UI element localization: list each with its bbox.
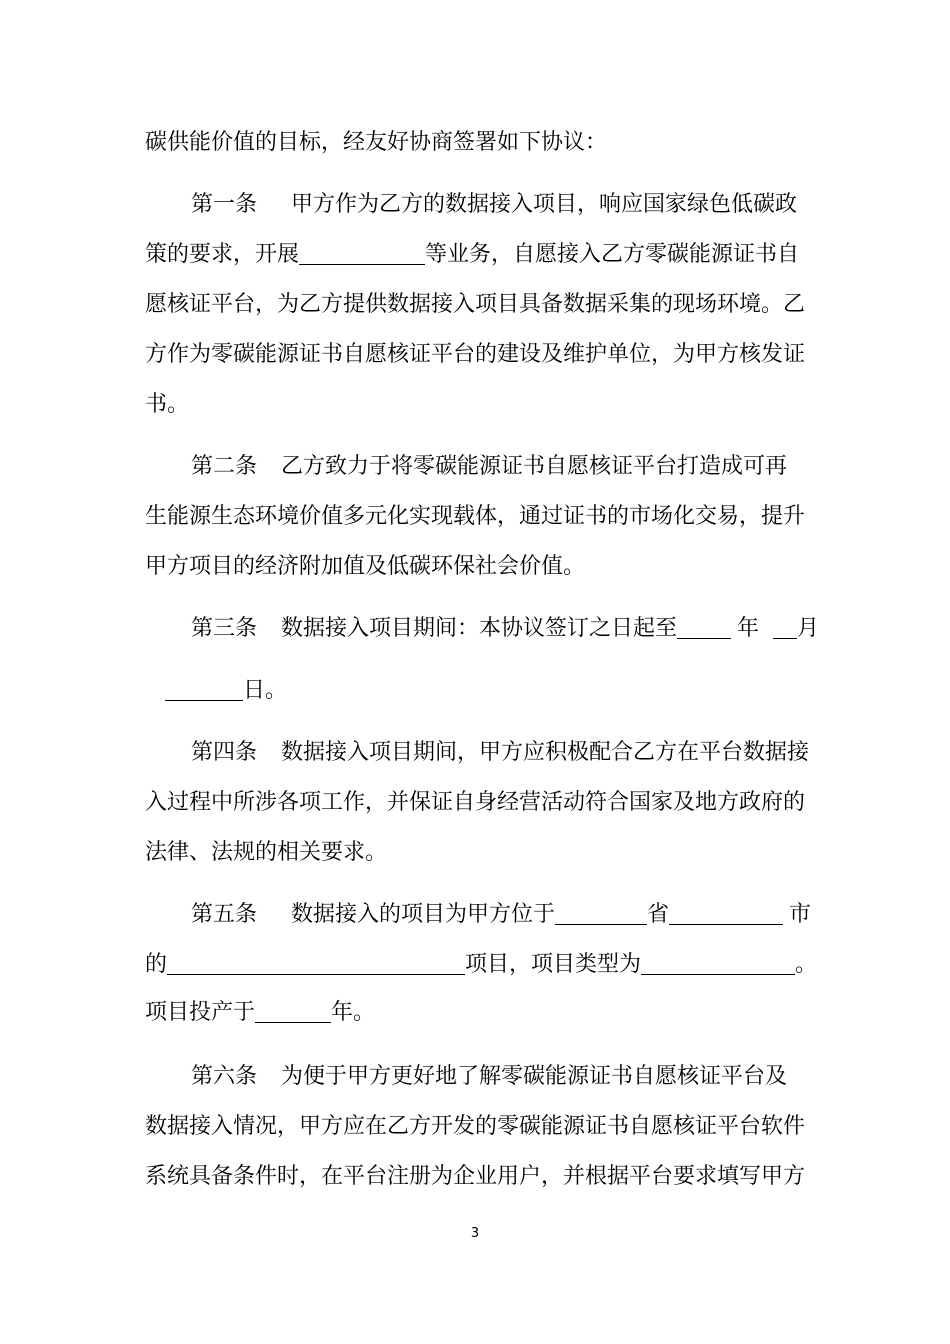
article-2-line-2: 生能源生态环境价值多元化实现载体，通过证书的市场化交易，提升	[145, 504, 806, 529]
operation-year-blank	[255, 1000, 331, 1023]
article-3-text: 数据接入项目期间：本协议签订之日起至	[281, 616, 678, 641]
article-1-line-4: 方作为零碳能源证书自愿核证平台的建设及维护单位，为甲方核发证	[145, 342, 806, 367]
article-5-line-1	[191, 900, 811, 930]
article-4-line-3: 法律、法规的相关要求。	[145, 840, 388, 865]
article-6-line-1	[191, 1062, 787, 1092]
article-4-line-2: 入过程中所涉各项工作，并保证自身经营活动符合国家及地方政府的	[145, 790, 806, 815]
article-1-line-5: 书。	[145, 392, 190, 417]
article-1-line-2	[145, 240, 799, 270]
article-2-line-1	[191, 452, 787, 482]
article-1-text: 甲方作为乙方的数据接入项目，响应国家绿色低碳政	[291, 192, 798, 217]
article-4-text: 数据接入项目期间，甲方应积极配合乙方在平台数据接	[281, 740, 810, 765]
article-5-text: 数据接入的项目为甲方位于	[291, 902, 556, 927]
article-1-line-1	[191, 190, 797, 220]
project-name-blank	[167, 952, 465, 975]
city-label: 市	[789, 902, 812, 927]
article-5-text: 。	[795, 952, 818, 977]
article-2-line-3: 甲方项目的经济附加值及低碳环保社会价值。	[145, 554, 586, 579]
end-month-blank	[773, 616, 797, 639]
article-6-line-2: 数据接入情况，甲方应在乙方开发的零碳能源证书自愿核证平台软件	[145, 1114, 806, 1139]
city-blank	[669, 902, 783, 925]
page-number: 3	[470, 1226, 480, 1241]
article-5-text: 项目，项目类型为	[465, 952, 642, 977]
month-label: 月	[797, 616, 820, 641]
intro-line: 碳供能价值的目标，经友好协商签署如下协议：	[145, 130, 608, 155]
end-day-blank	[165, 678, 243, 701]
year-label: 年	[737, 616, 760, 641]
province-label: 省	[647, 902, 670, 927]
article-1-title: 第一条	[191, 192, 258, 217]
end-year-blank	[677, 616, 731, 639]
article-3-line-2	[165, 676, 287, 706]
article-5-title: 第五条	[191, 902, 258, 927]
article-6-text: 为便于甲方更好地了解零碳能源证书自愿核证平台及	[281, 1064, 788, 1089]
article-4-line-1	[191, 738, 809, 768]
article-3-line-1	[191, 614, 819, 644]
article-1-line-3: 愿核证平台，为乙方提供数据接入项目具备数据采集的现场环境。乙	[145, 292, 806, 317]
business-blank	[299, 242, 425, 265]
article-5-text: 的	[145, 952, 168, 977]
day-label: 日。	[243, 678, 288, 703]
article-4-title: 第四条	[191, 740, 258, 765]
article-6-line-3: 系统具备条件时，在平台注册为企业用户，并根据平台要求填写甲方	[145, 1164, 806, 1189]
article-5-text: 项目投产于	[145, 1000, 256, 1025]
year-label: 年。	[331, 1000, 376, 1025]
province-blank	[555, 902, 647, 925]
article-6-title: 第六条	[191, 1064, 258, 1089]
article-5-line-2	[145, 950, 817, 980]
article-1-text: 等业务，自愿接入乙方零碳能源证书自	[425, 242, 800, 267]
article-5-line-3	[145, 998, 375, 1028]
article-2-title: 第二条	[191, 454, 258, 479]
article-3-title: 第三条	[191, 616, 258, 641]
project-type-blank	[641, 952, 795, 975]
article-2-text: 乙方致力于将零碳能源证书自愿核证平台打造成可再	[281, 454, 788, 479]
article-1-text: 策的要求，开展	[145, 242, 300, 267]
